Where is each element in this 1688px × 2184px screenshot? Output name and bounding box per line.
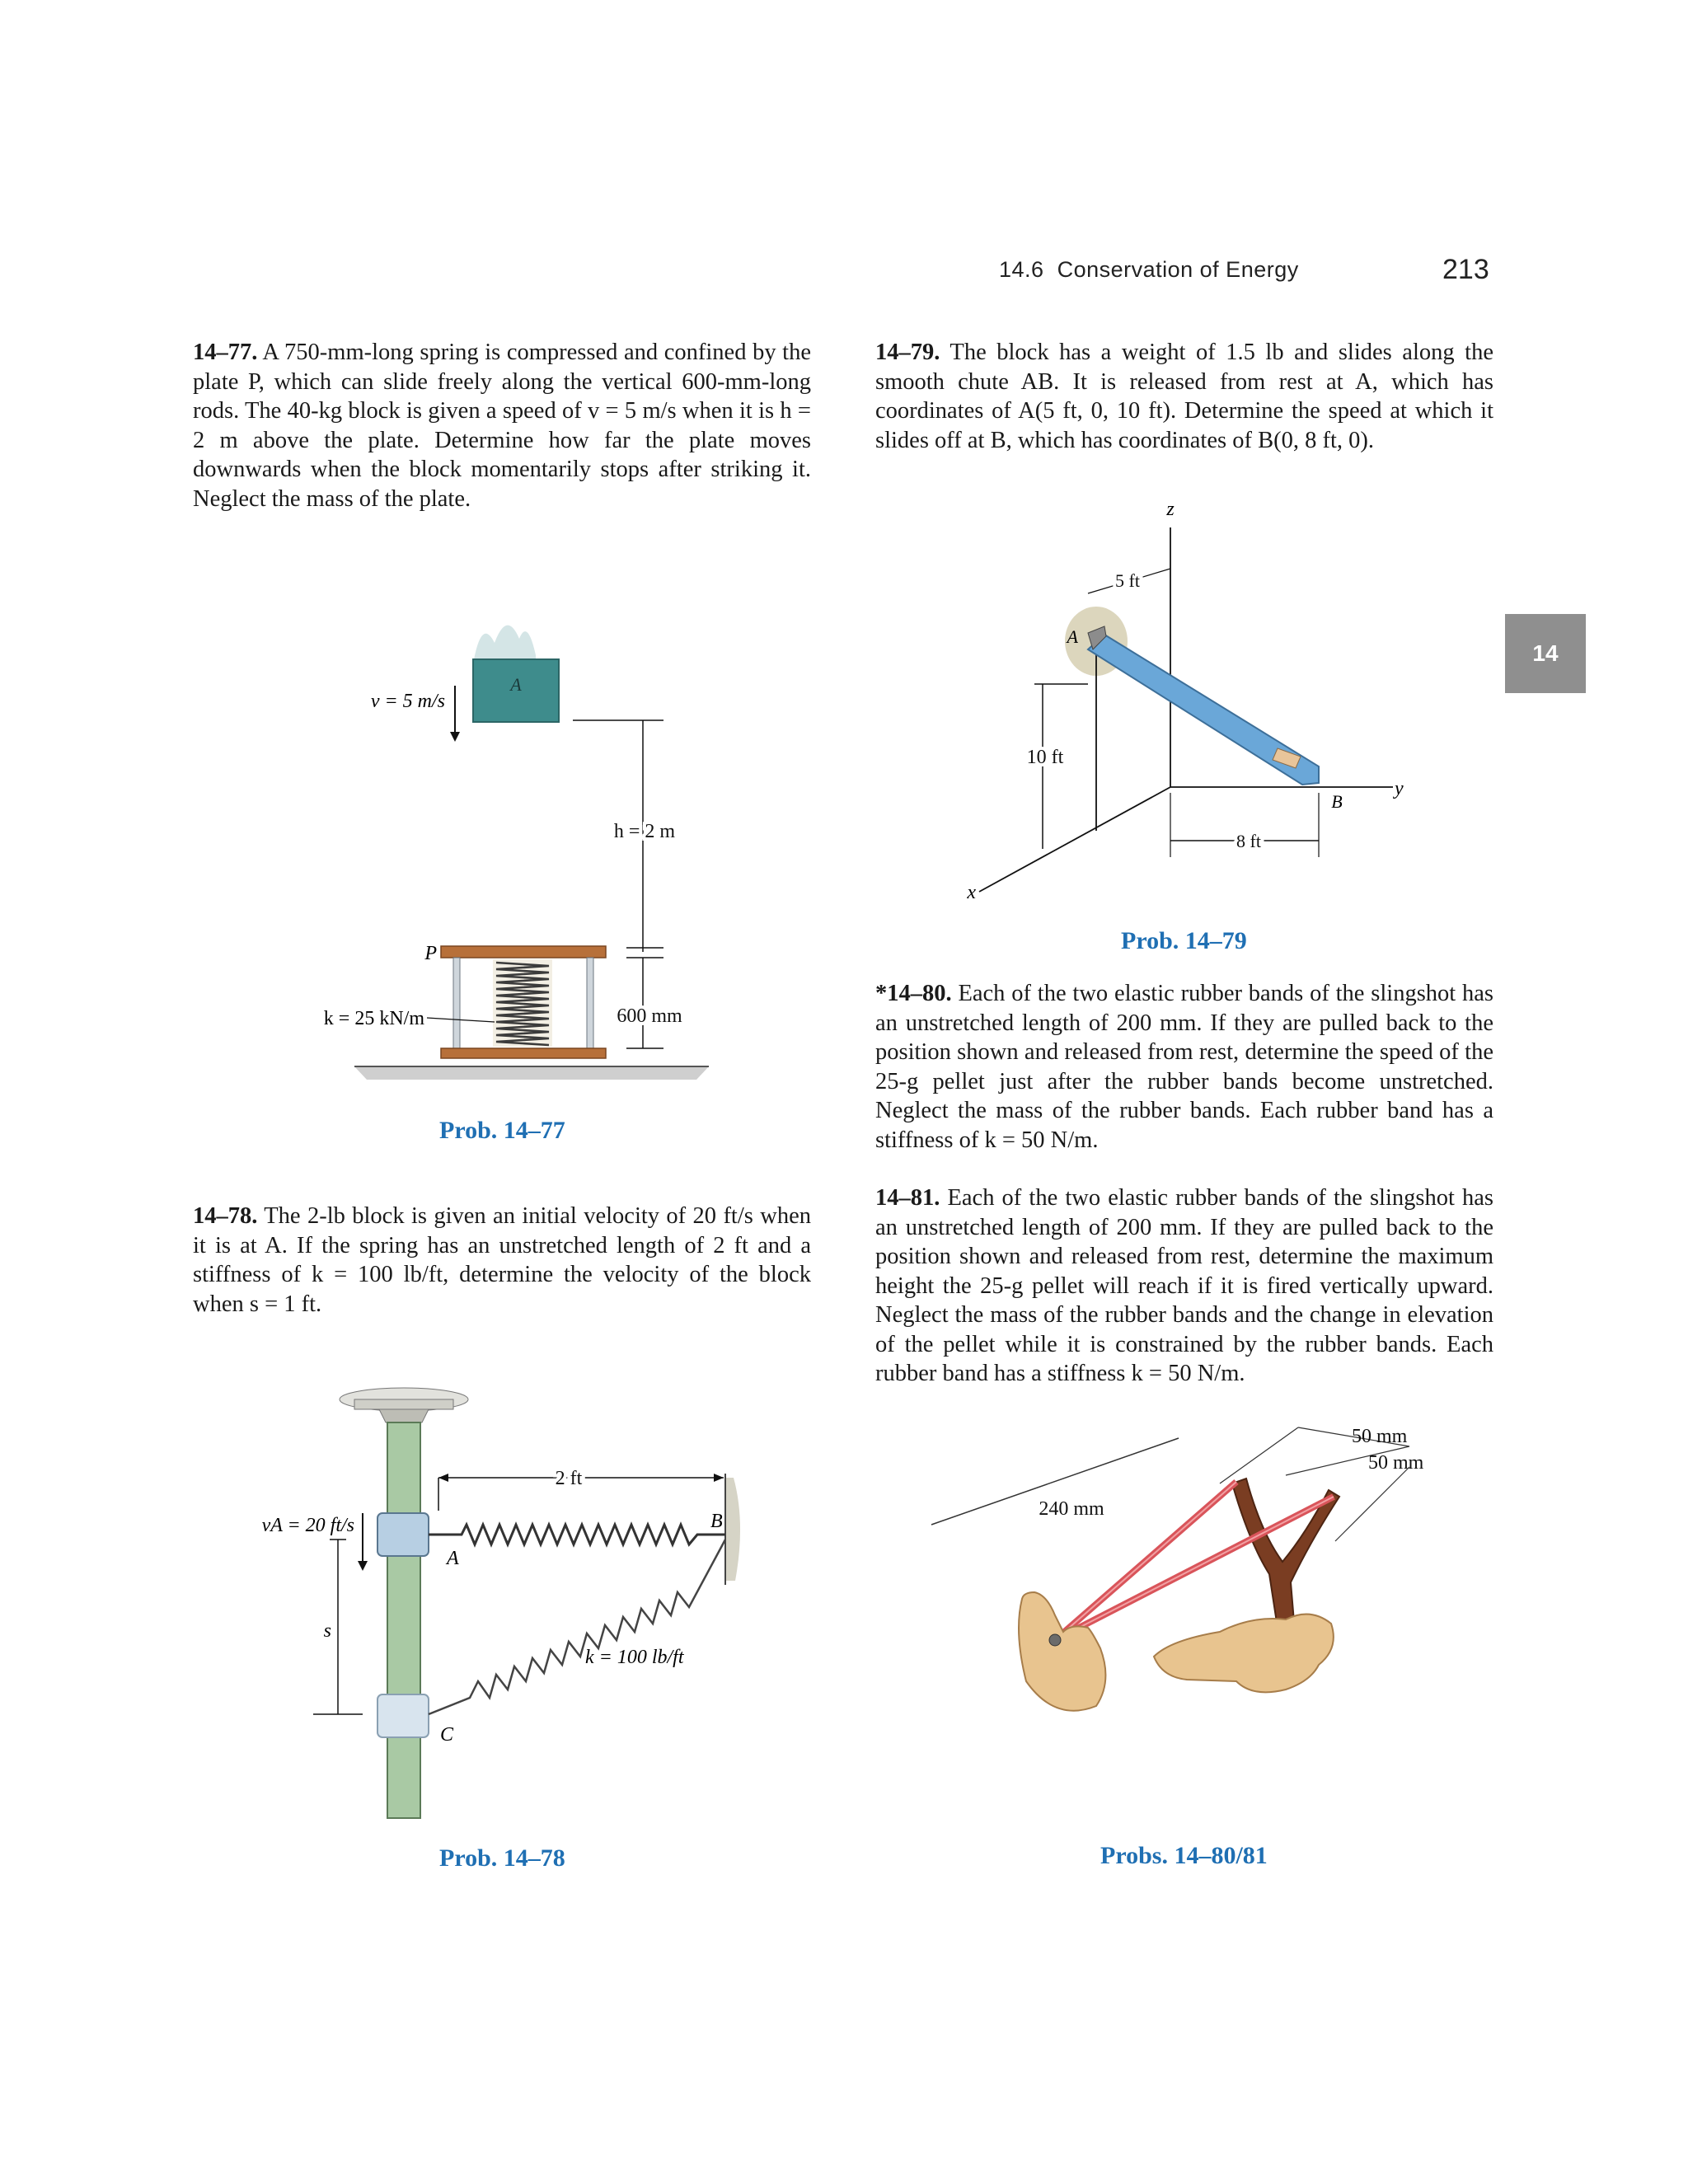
caption-14-77: Prob. 14–77 (439, 1117, 565, 1144)
label-c: C (440, 1724, 454, 1746)
rod (587, 958, 593, 1048)
label-b: B (710, 1511, 723, 1532)
problem-text: The block has a weight of 1.5 lb and slides along the smooth chute AB. It is released from rest at A, which has coordinates of A(5 ft, 0, 10 ft). Determine the speed at which it slides off at B, which has coordinates of B(0, 8 ft, 0). (875, 340, 1493, 453)
base-plate (441, 1048, 606, 1058)
velocity-label: v = 5 m/s (370, 691, 445, 712)
axis-y-label: y (1395, 778, 1404, 799)
problem-text: Each of the two elastic rubber bands of the slingshot has an unstretched length of 200 mm. If they are pulled back to the position shown and released from rest, determine the maximum height the 25-g pellet will reach if it is fired vertically upward. Neglect the mass of the rubber bands and the change in elevation of the pellet while it is constrained by the rubber bands. Each rubber band has a stiffness k = 50 N/m. (875, 1185, 1493, 1386)
spring-cb (429, 1540, 725, 1714)
velocity-label: vA = 20 ft/s (261, 1515, 354, 1536)
rod (453, 958, 460, 1048)
problem-14-78 (193, 1202, 811, 1319)
pellet (1049, 1634, 1061, 1646)
vertical-rod (387, 1422, 420, 1818)
problem-number: 14–77. (193, 340, 258, 365)
problem-number: 14–78. (193, 1203, 258, 1229)
h-label: h = 2 m (613, 821, 676, 842)
arrow-head (450, 732, 460, 742)
caption-14-80-81: Probs. 14–80/81 (1100, 1842, 1268, 1869)
k-leader (427, 1018, 495, 1022)
problem-number: 14–81. (875, 1185, 940, 1211)
5ft-label: 5 ft (1115, 570, 1140, 591)
figure-14-77 (280, 593, 725, 1104)
problem-number: 14–79. (875, 340, 940, 365)
right-hand (1154, 1615, 1334, 1693)
label-a: A (447, 1548, 459, 1569)
caption-14-79: Prob. 14–79 (1121, 927, 1247, 954)
figure-14-78 (231, 1375, 775, 1836)
10ft-label: 10 ft (1026, 747, 1064, 768)
problem-14-80 (875, 979, 1493, 1155)
axis-x (979, 787, 1170, 892)
collar-c (377, 1694, 429, 1737)
rod-label: 600 mm (617, 1005, 682, 1027)
arrow-head (358, 1561, 368, 1571)
k-label: k = 100 lb/ft (585, 1647, 684, 1668)
spring (493, 959, 552, 1047)
s-label: s (323, 1620, 331, 1642)
arrow-head (438, 1474, 448, 1482)
problem-text: A 750-mm-long spring is compressed and confined by the plate P, which can slide freely along the vertical 600-mm-long rods. The 40-kg block is given a speed of v = 5 m/s when it is h = 2 m above the plate. Determine how far the plate moves downwards when the block momentarily stops after striking it. Neglect the mass of the plate. (193, 340, 811, 512)
figure-14-79 (956, 494, 1418, 915)
collar-a (377, 1513, 429, 1556)
50mm-label-a: 50 mm (1352, 1426, 1408, 1447)
label-b: B (1331, 791, 1343, 812)
wall (725, 1478, 740, 1581)
problem-14-81 (875, 1183, 1493, 1389)
problem-14-77 (193, 338, 811, 513)
page-number: 213 (1442, 254, 1489, 285)
problem-text: The 2-lb block is given an initial velocity of 20 ft/s when it is at A. If the spring has an unstretched length of 2 ft and a stiffness of k = 100 lb/ft, determine the velocity of the block when s = 1 ft. (193, 1203, 811, 1317)
section-header (999, 257, 1299, 283)
axis-z-label: z (1166, 499, 1175, 520)
k-label: k = 25 kN/m (323, 1008, 424, 1029)
arrow-head (714, 1474, 724, 1482)
8ft-label: 8 ft (1236, 831, 1261, 851)
section-title: Conservation of Energy (1057, 257, 1299, 282)
figure-14-80 (923, 1418, 1451, 1764)
problem-number: *14–80. (875, 981, 952, 1006)
plate-label: P (424, 943, 437, 964)
plate-p (441, 946, 606, 958)
50mm-dimension-b (1335, 1467, 1409, 1541)
block-label: A (510, 674, 522, 695)
caption-14-78: Prob. 14–78 (439, 1844, 565, 1872)
ground (354, 1066, 709, 1080)
spring-ab (429, 1525, 725, 1544)
motion-blur (474, 626, 536, 663)
problem-text: Each of the two elastic rubber bands of the slingshot has an unstretched length of 200 mm. If they are pulled back to the position shown and released from rest, determine the speed of the 25-g pellet just after the rubber bands become unstretched. Neglect the mass of the rubber bands. Each rubber band has a stiffness of k = 50 N/m. (875, 981, 1494, 1153)
label-a: A (1067, 626, 1078, 647)
support-base (379, 1409, 429, 1422)
axis-x-label: x (967, 882, 976, 903)
support-plate (354, 1399, 453, 1409)
50mm-label-b: 50 mm (1368, 1452, 1424, 1474)
2ft-label: 2 ft (555, 1468, 583, 1489)
problem-14-79 (875, 338, 1493, 455)
chapter-tab[interactable]: 14 (1505, 614, 1586, 693)
240mm-label: 240 mm (1039, 1498, 1104, 1520)
section-number: 14.6 (999, 257, 1044, 282)
